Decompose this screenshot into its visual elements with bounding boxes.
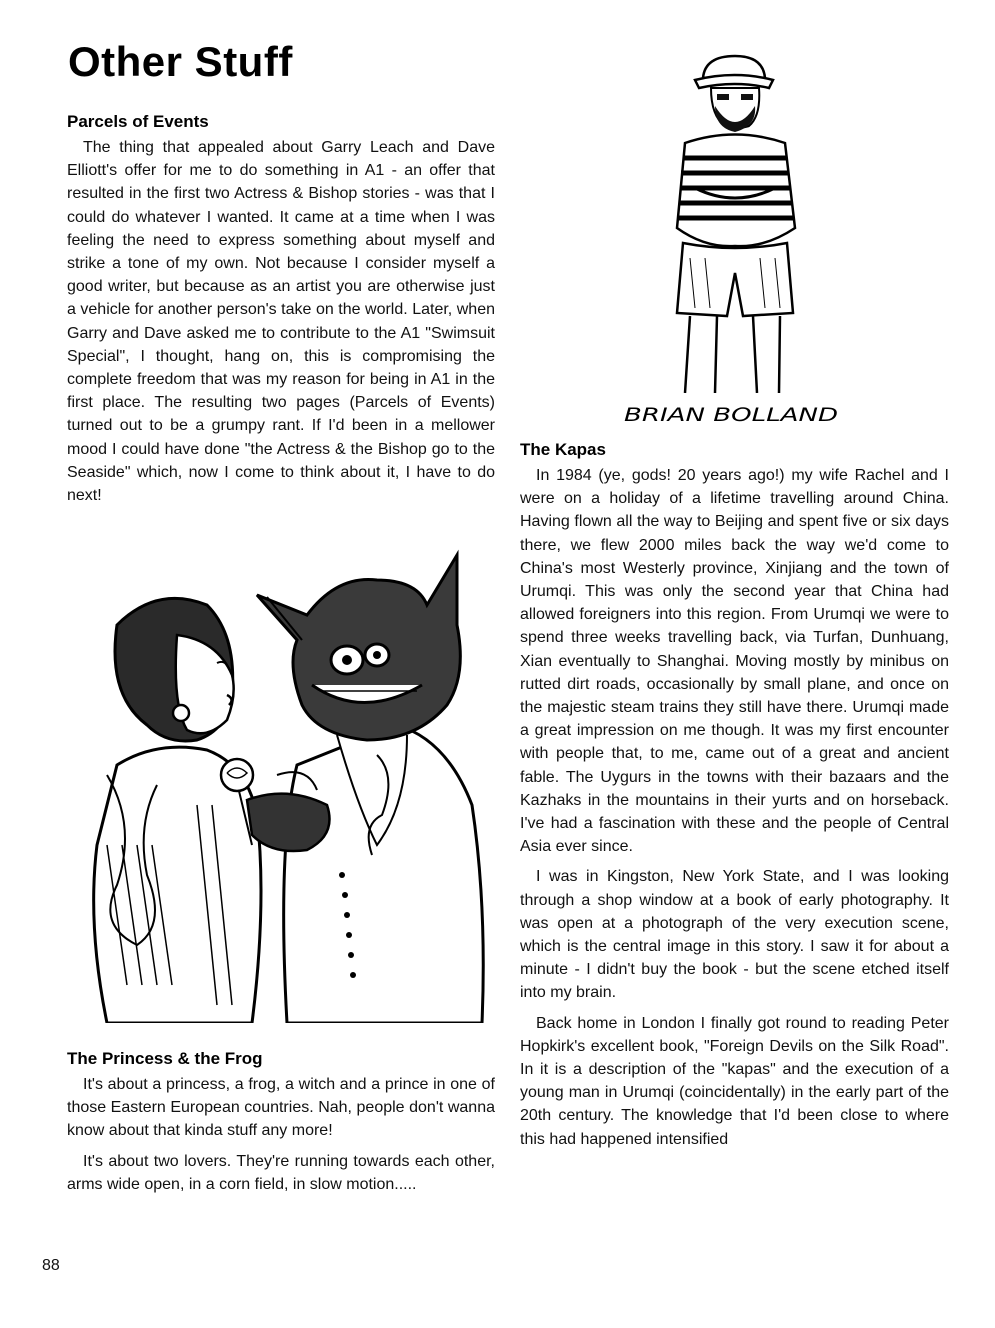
princess-and-frog-illustration — [77, 545, 487, 1023]
section-heading: Parcels of Events — [67, 112, 209, 131]
section-heading: The Princess & the Frog — [67, 1049, 263, 1068]
artist-self-portrait-illustration — [655, 48, 805, 393]
paragraph: I was in Kingston, New York State, and I was looking through a shop window at a book of early photography. It was open at a photograph of the very execution scene, which is the central image in this story. I saw it for about a minute - I didn't buy the book - but the scene etched itself into my brain. — [520, 868, 949, 1002]
paragraph: It's about two lovers. They're running towards each other, arms wide open, in a corn field, in slow motion..... — [67, 1152, 495, 1193]
section-parcels-of-events — [67, 112, 495, 514]
section-princess-and-the-frog — [67, 1049, 495, 1203]
paragraph: The thing that appealed about Garry Leach and Dave Elliott's offer for me to do something in A1 - an offer that resulted in the first two Actress & Bishop stories - was that I could do whatever I wanted. It came at a time when I was feeling the need to express something about myself and strike a tone of my own. Not because I consider myself a good writer, but because as an artist you are otherwise just a vehicle for another person's take on the world. Later, when Garry and Dave asked me to contribute to the A1 "Swimsuit Special", I thought, hang on, this is compromising the complete freedom that was my reason for being in A1 in the first place. The resulting two pages (Parcels of Events) turned out to be a grumpy rant. If I'd been in a mellower mood I could have done "the Actress & the Bishop go to the Seaside" which, now I come to think about it, I have to do next! — [67, 139, 495, 505]
page-title: Other Stuff — [68, 38, 293, 85]
page-number: 88 — [42, 1257, 60, 1274]
section-heading: The Kapas — [520, 440, 606, 459]
artist-signature — [620, 398, 844, 428]
paragraph: Back home in London I finally got round to reading Peter Hopkirk's excellent book, "Foreign Devils on the Silk Road". In it is a description of the "kapas" and the execution of a young man in Urumqi (coincidentally) in the early part of the 20th century. The knowledge that I'd been close to where this had happened intensified — [520, 1014, 949, 1148]
svg-text:BRIAN BOLLAND: BRIAN BOLLAND — [624, 404, 838, 426]
paragraph: It's about a princess, a frog, a witch and a prince in one of those Eastern European countries. Nah, people don't wanna know about that kinda stuff any more! — [67, 1076, 495, 1140]
paragraph: In 1984 (ye, gods! 20 years ago!) my wife Rachel and I were on a holiday of a lifetime travelling around China. Having flown all the way to Beijing and spent five or six days there, we flew 2000 miles back the way we'd come to China's most Westerly province, Xinjiang and the town of Urumqi. This was only the second year that China had allowed foreigners into this region. From Urumqi we were to spend three weeks travelling back, via Turfan, Dunhuang, Xian eventually to Shanghai. Moving mostly by minibus on rutted dirt roads, occasionally by small plane, and once on the majestic steam trains they still have there. Urumqi made a great impression on me though. It was my first encounter with people that, to me, came out of a great and ancient fable. The Uygurs in the towns with their bazaars and the Kazhaks in the mountains in their yurts and on horseback. I've had a fascination with these and the people of Central Asia ever since. — [520, 467, 949, 856]
section-the-kapas — [520, 440, 949, 1158]
